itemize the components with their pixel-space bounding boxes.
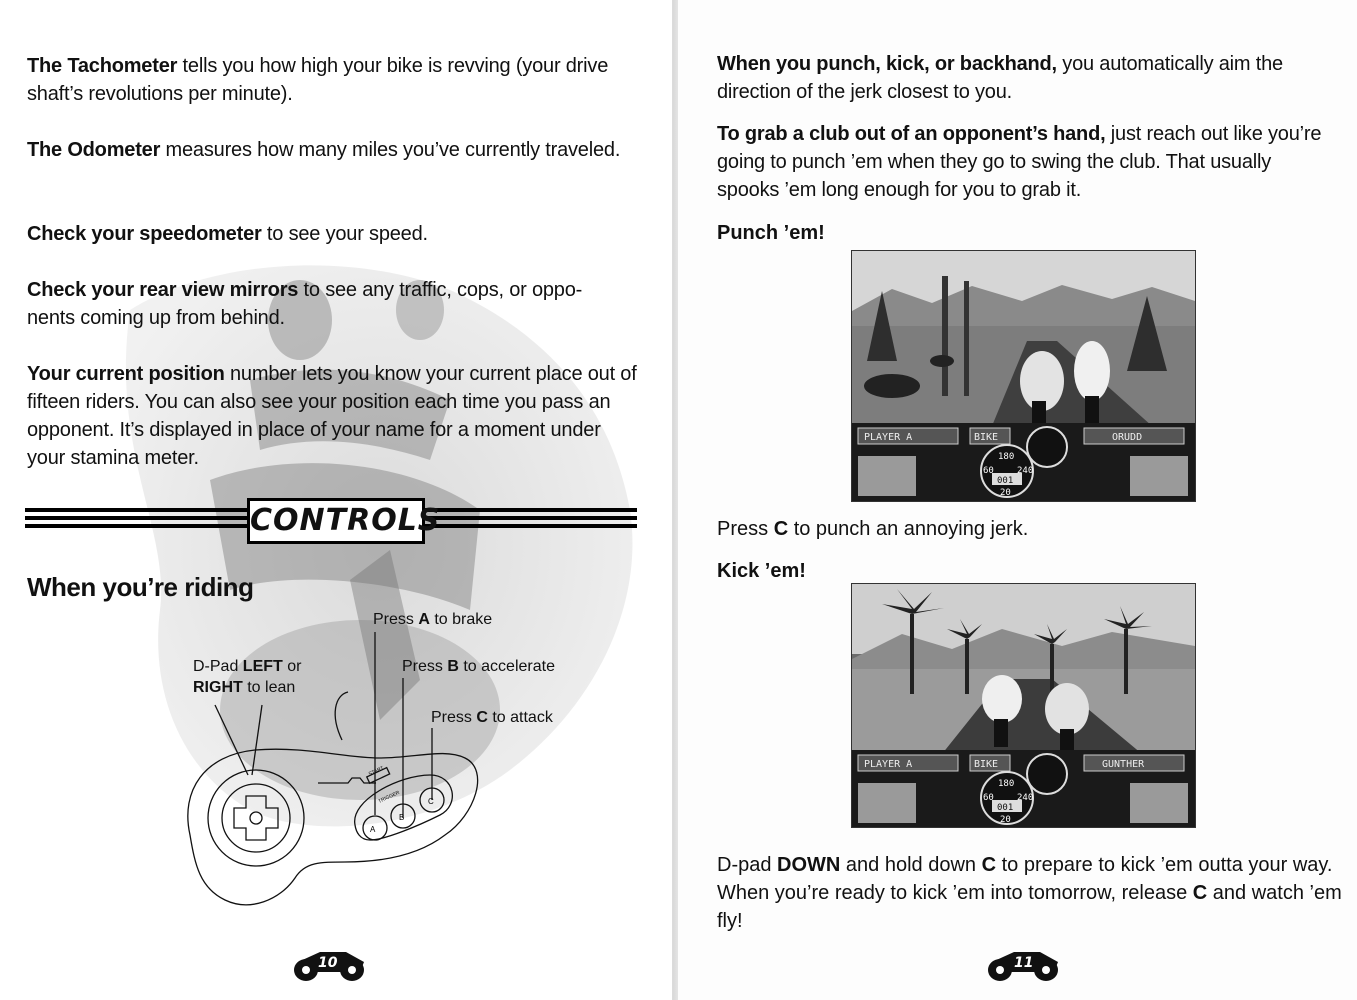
punch-heading: Punch ’em! <box>717 222 825 244</box>
accelerate-callout-post: to accelerate <box>458 658 555 675</box>
speedometer-lead: Check your speedometer <box>27 223 262 245</box>
kick-heading: Kick ’em! <box>717 560 806 582</box>
grab-club-paragraph <box>717 120 1337 204</box>
position-lead: Your current position <box>27 363 225 385</box>
kick-speed-right: 240 <box>1017 793 1034 803</box>
accelerate-callout-key: B <box>447 658 459 675</box>
kick-speed-left: 60 <box>983 793 994 803</box>
speedometer-text: to see your speed. <box>261 223 428 245</box>
punch-opponent-label: ORUDD <box>1112 432 1143 443</box>
controls-title: CONTROLS <box>247 498 425 544</box>
mirrors-lead: Check your rear view mirrors <box>27 279 299 301</box>
kick-opponent-label: GUNTHER <box>1102 759 1145 770</box>
tachometer-text: tells you how high your bike is revving (your drive shaft’s revolutions per minute). <box>27 55 609 105</box>
punch-player-label: PLAYER A <box>864 432 913 443</box>
page-number-badge-left <box>290 940 370 984</box>
brake-callout-pre: Press <box>373 611 419 628</box>
button-c-label: C <box>428 797 434 806</box>
attack-callout-post: to attack <box>487 709 553 726</box>
page-number-left: 10 <box>318 955 338 971</box>
lean-callout-pre: D-Pad <box>193 658 243 675</box>
lean-callout-key-left: LEFT <box>242 658 283 675</box>
punch-speed-right: 240 <box>1017 466 1034 476</box>
punch-caption-pre: Press <box>717 518 774 540</box>
punch-speed-low: 20 <box>1000 488 1011 498</box>
kick-speed-low: 20 <box>1000 815 1011 825</box>
controls-section-banner <box>25 498 637 544</box>
kick-caption-mid: and hold down <box>840 854 982 876</box>
kick-caption-key-c-release: C <box>1192 882 1208 904</box>
kick-scene <box>852 584 1195 827</box>
when-riding-heading: When you’re riding <box>27 572 254 602</box>
page-number-right: 11 <box>1014 955 1034 971</box>
punch-game-screenshot <box>851 250 1196 502</box>
odometer-paragraph <box>27 136 637 164</box>
brake-callout-key: A <box>418 611 430 628</box>
punch-speed-left: 60 <box>983 466 994 476</box>
button-b-label: B <box>399 813 405 822</box>
kick-caption-post: and watch ’em fly! <box>717 882 1342 932</box>
page-number-badge-right <box>984 940 1064 984</box>
brake-callout-post: to brake <box>429 611 493 628</box>
punch-caption-post: to punch an annoying jerk. <box>788 518 1029 540</box>
odometer-text: measures how many miles you’ve currently traveled. <box>160 139 621 161</box>
mirrors-paragraph <box>27 276 627 332</box>
tachometer-lead: The Tachometer <box>27 55 178 77</box>
odometer-lead: The Odometer <box>27 139 161 161</box>
controller-diagram <box>170 600 590 920</box>
attack-callout-pre: Press <box>431 709 477 726</box>
position-text: number lets you know your current place out of fifteen riders. You can also see your position each time you pass an opponent. It’s displayed in place of your name for a moment under your stamina meter. <box>27 363 637 469</box>
kick-caption <box>717 851 1342 935</box>
kick-caption-key-c: C <box>981 854 997 876</box>
punch-speed-top: 180 <box>998 452 1015 462</box>
aim-paragraph <box>717 50 1337 106</box>
punch-scene <box>852 251 1195 501</box>
punch-odometer: 001 <box>997 476 1014 486</box>
kick-caption-key-down: DOWN <box>777 854 841 876</box>
punch-bike-label: BIKE <box>974 432 999 443</box>
kick-caption-mid2: to prepare to kick ’em outta your way. When you’re ready to kick ’em into tomorrow, release <box>717 854 1333 904</box>
trigger-label: TRIGGER <box>377 789 401 805</box>
kick-speed-top: 180 <box>998 779 1015 789</box>
grab-club-text: just reach out like you’re going to punch ’em when they go to swing the club. That usually spooks ’em long enough for you to grab it. <box>717 123 1322 201</box>
speedometer-paragraph <box>27 220 637 248</box>
accelerate-callout-pre: Press <box>402 658 448 675</box>
button-a-label: A <box>370 825 376 834</box>
tachometer-paragraph <box>27 52 637 108</box>
kick-player-label: PLAYER A <box>864 759 913 770</box>
mirrors-text: to see any traffic, cops, or oppo-nents coming up from behind. <box>27 279 583 329</box>
kick-odometer: 001 <box>997 803 1014 813</box>
aim-lead: When you punch, kick, or backhand, <box>717 53 1057 75</box>
kick-game-screenshot <box>851 583 1196 828</box>
position-paragraph <box>27 360 642 472</box>
start-label: START <box>367 765 385 778</box>
kick-caption-pre: D-pad <box>717 854 778 876</box>
right-page <box>678 0 1357 1000</box>
grab-club-lead: To grab a club out of an opponent’s hand, <box>717 123 1106 145</box>
lean-callout-mid: or <box>282 658 302 675</box>
lean-callout-key-right: RIGHT <box>193 679 243 696</box>
punch-caption-key: C <box>773 518 789 540</box>
left-page <box>0 0 672 1000</box>
kick-bike-label: BIKE <box>974 759 999 770</box>
punch-caption <box>717 515 1028 543</box>
aim-text: you automatically aim the direction of the jerk closest to you. <box>717 53 1283 103</box>
attack-callout-key: C <box>476 709 488 726</box>
lean-callout-post: to lean <box>242 679 296 696</box>
